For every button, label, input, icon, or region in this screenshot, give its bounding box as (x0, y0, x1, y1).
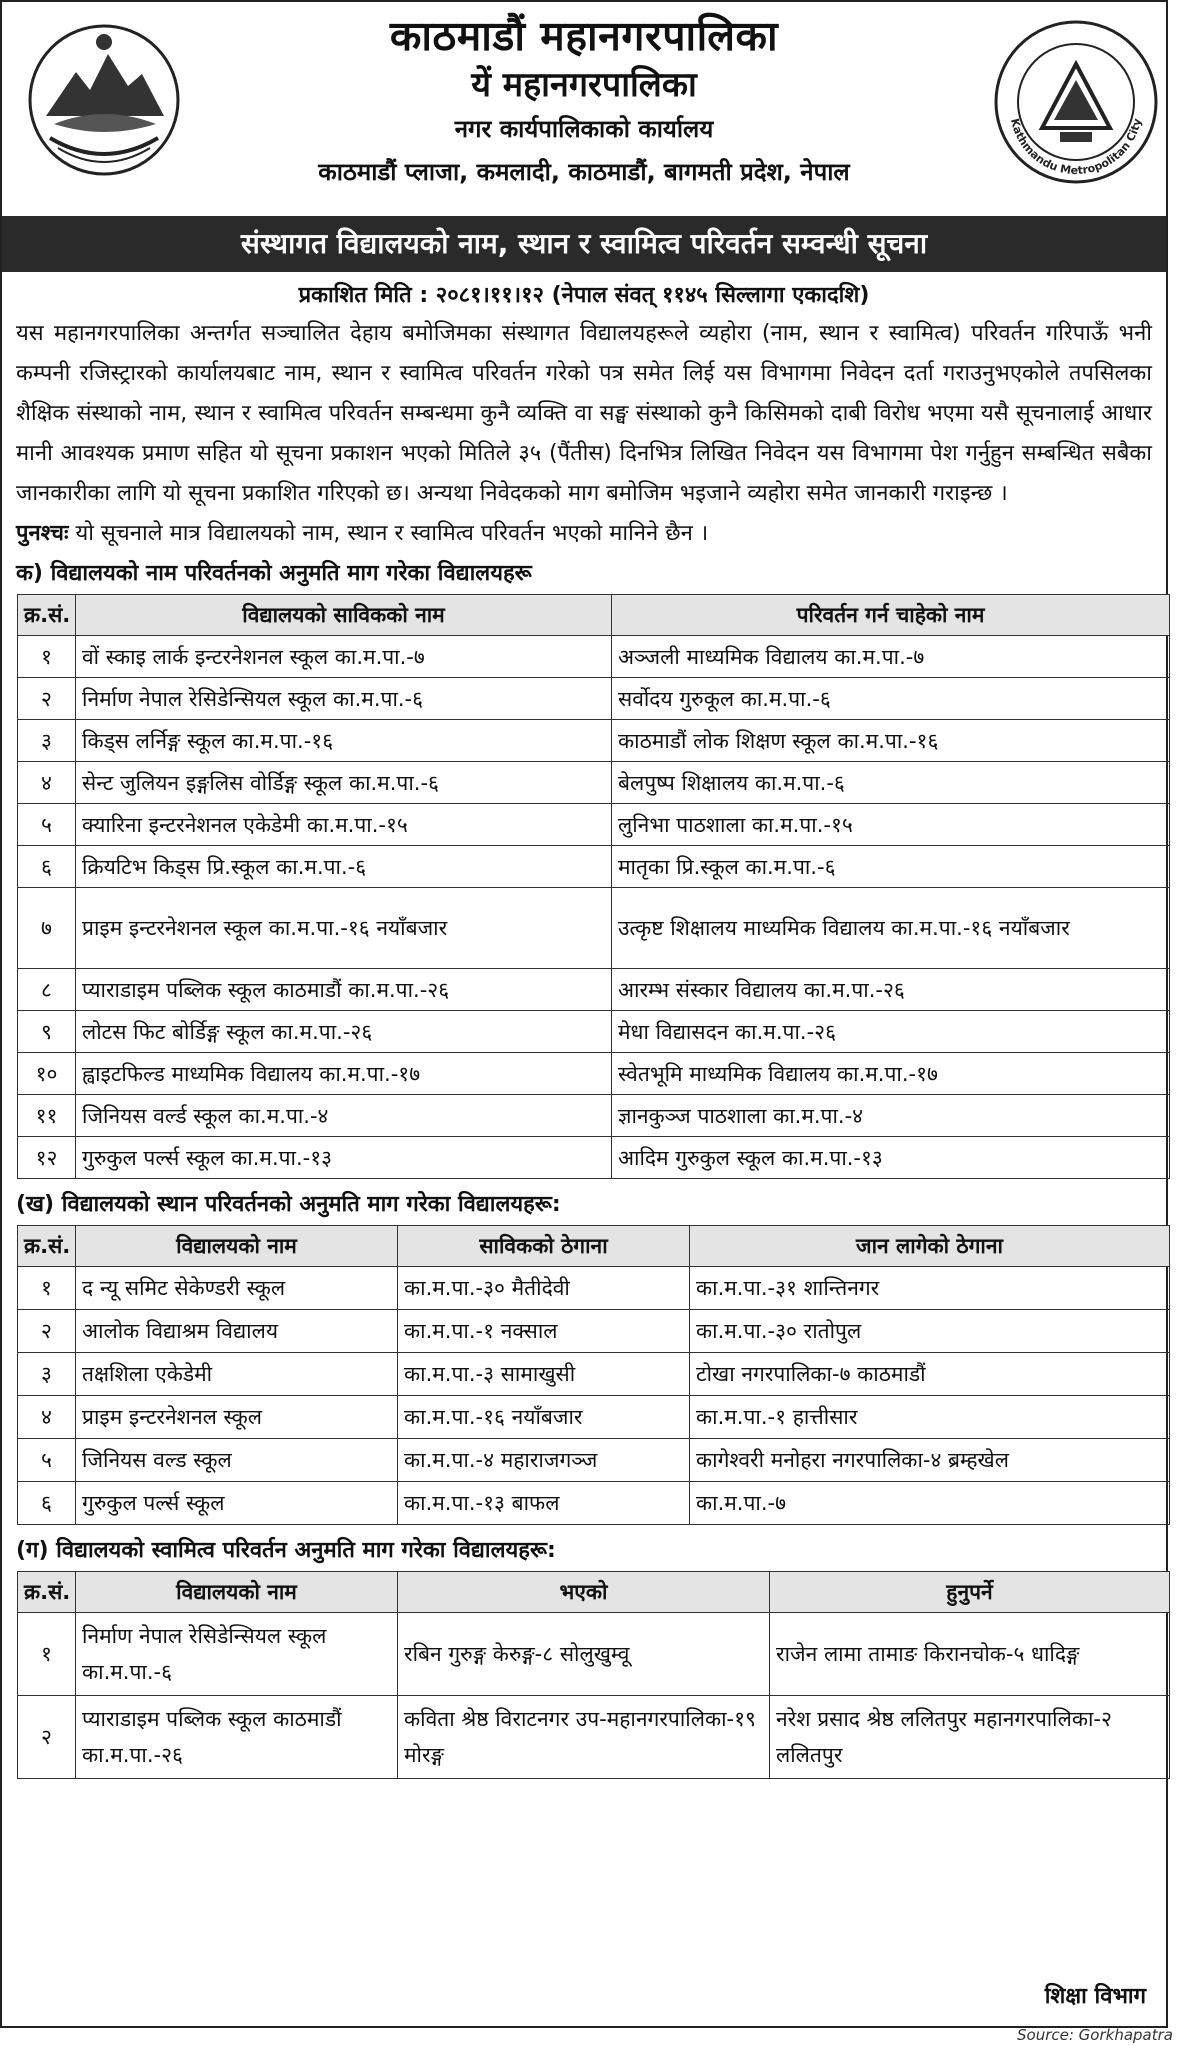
table-row (18, 1696, 1170, 1779)
serial-cell: ३ (18, 1353, 76, 1396)
table-cell: आरम्भ संस्कार विद्यालय का.म.पा.-२६ (612, 969, 1170, 1011)
section-c-title: (ग) विद्यालयको स्वामित्व परिवर्तन अनुमति माग गरेका विद्यालयहरू: (16, 1538, 556, 1563)
serial-cell: १ (18, 636, 76, 678)
nepal-emblem-icon (24, 20, 184, 180)
table-cell: काठमाडौं लोक शिक्षण स्कूल का.म.पा.-१६ (612, 720, 1170, 762)
table-cell: टोखा नगरपालिका-७ काठमाडौं (690, 1353, 1170, 1396)
table-row (18, 1482, 1170, 1525)
column-header: क्र.सं. (18, 1572, 76, 1613)
section-b-title: (ख) विद्यालयको स्थान परिवर्तनको अनुमति माग गरेका विद्यालयहरू: (16, 1192, 561, 1217)
table-row (18, 1267, 1170, 1310)
table-cell: जिनियस वर्ल्ड स्कूल का.म.पा.-४ (76, 1095, 612, 1137)
serial-cell: ४ (18, 1396, 76, 1439)
column-header: हुनुपर्ने (770, 1572, 1170, 1613)
table-header-row (18, 595, 1170, 636)
table-cell: स्वेतभूमि माध्यमिक विद्यालय का.म.पा.-१७ (612, 1053, 1170, 1095)
table-row (18, 762, 1170, 804)
location-change-table (17, 1225, 1170, 1525)
table-cell: का.म.पा.-१ नक्साल (398, 1310, 690, 1353)
table-cell: क्यारिना इन्टरनेशनल एकेडेमी का.म.पा.-१५ (76, 804, 612, 846)
serial-cell: २ (18, 1310, 76, 1353)
table-cell: ह्वाइटफिल्ड माध्यमिक विद्यालय का.म.पा.-१७ (76, 1053, 612, 1095)
serial-cell: ४ (18, 762, 76, 804)
table-cell: गुरुकुल पर्ल्स स्कूल का.म.पा.-१३ (76, 1137, 612, 1179)
table-cell: का.म.पा.-१६ नयाँबजार (398, 1396, 690, 1439)
table-header-row (18, 1572, 1170, 1613)
table-cell: रबिन गुरुङ्ग केरुङ्ग-८ सोलुखुम्वू (398, 1613, 770, 1696)
serial-cell: ८ (18, 969, 76, 1011)
kmc-seal-icon (990, 16, 1162, 188)
table-cell: मेधा विद्यासदन का.म.पा.-२६ (612, 1011, 1170, 1053)
table-cell: का.म.पा.-३ सामाखुसी (398, 1353, 690, 1396)
serial-cell: १ (18, 1613, 76, 1696)
table-row (18, 804, 1170, 846)
table-cell: सर्वोदय गुरुकूल का.म.पा.-६ (612, 678, 1170, 720)
table-row (18, 969, 1170, 1011)
column-header: क्र.सं. (18, 1226, 76, 1267)
table-cell: किड्स लर्निङ्ग स्कूल का.म.पा.-१६ (76, 720, 612, 762)
table-cell: वों स्काइ लार्क इन्टरनेशनल स्कूल का.म.पा.-७ (76, 636, 612, 678)
table-cell: का.म.पा.-३१ शान्तिनगर (690, 1267, 1170, 1310)
addendum-label: पुनश्चः (16, 521, 69, 546)
table-cell: का.म.पा.-३० रातोपुल (690, 1310, 1170, 1353)
table-cell: द न्यू समिट सेकेण्डरी स्कूल (76, 1267, 398, 1310)
table-row (18, 846, 1170, 888)
table-cell: आलोक विद्याश्रम विद्यालय (76, 1310, 398, 1353)
table-cell: प्राइम इन्टरनेशनल स्कूल (76, 1396, 398, 1439)
table-cell: कविता श्रेष्ठ विराटनगर उप-महानगरपालिका-१९ मोरङ्ग (398, 1696, 770, 1779)
serial-cell: ५ (18, 804, 76, 846)
table-cell: का.म.पा.-७ (690, 1482, 1170, 1525)
serial-cell: ७ (18, 888, 76, 969)
seal-text: Kathmandu Metropolitan City (1007, 117, 1145, 178)
serial-cell: ६ (18, 1482, 76, 1525)
table-row (18, 1353, 1170, 1396)
serial-cell: ११ (18, 1095, 76, 1137)
letterhead-text (202, 10, 966, 194)
table-cell: मातृका प्रि.स्कूल का.म.पा.-६ (612, 846, 1170, 888)
table-cell: बेलपुष्प शिक्षालय का.म.पा.-६ (612, 762, 1170, 804)
office-name: नगर कार्यपालिकाको कार्यालय (454, 115, 714, 143)
table-row (18, 1053, 1170, 1095)
table-cell: सेन्ट जुलियन इङ्गलिस वोर्डिङ्ग स्कूल का.म.पा.-६ (76, 762, 612, 804)
office-address: काठमाडौं प्लाजा, कमलादी, काठमाडौं, बागमती प्रदेश, नेपाल (318, 158, 850, 186)
org-title-nepal-bhasa: यें महानगरपालिका (471, 65, 697, 105)
column-header: साविकको ठेगाना (398, 1226, 690, 1267)
table-cell: प्याराडाइम पब्लिक स्कूल काठमाडौं का.म.पा.-२६ (76, 969, 612, 1011)
table-row (18, 1095, 1170, 1137)
serial-cell: ६ (18, 846, 76, 888)
table-row (18, 888, 1170, 969)
table-cell: क्रियटिभ किड्स प्रि.स्कूल का.म.पा.-६ (76, 846, 612, 888)
table-row (18, 1396, 1170, 1439)
table-row (18, 1613, 1170, 1696)
notice-body (16, 278, 1152, 1779)
serial-cell: २ (18, 1696, 76, 1779)
serial-cell: ९ (18, 1011, 76, 1053)
table-cell: जिनियस वल्ड स्कूल (76, 1439, 398, 1482)
column-header: विद्यालयको नाम (76, 1572, 398, 1613)
addendum (16, 514, 1152, 554)
letterhead (2, 2, 1166, 214)
section-a-title: क) विद्यालयको नाम परिवर्तनको अनुमति माग गरेका विद्यालयहरू (16, 561, 532, 586)
table-cell: गुरुकुल पर्ल्स स्कूल (76, 1482, 398, 1525)
table-row (18, 1137, 1170, 1179)
table-cell: उत्कृष्ट शिक्षालय माध्यमिक विद्यालय का.म.पा.-१६ नयाँबजार (612, 888, 1170, 969)
table-cell: प्राइम इन्टरनेशनल स्कूल का.म.पा.-१६ नयाँबजार (76, 888, 612, 969)
table-cell: तक्षशिला एकेडेमी (76, 1353, 398, 1396)
table-cell: का.म.पा.-३० मैतीदेवी (398, 1267, 690, 1310)
column-header: भएको (398, 1572, 770, 1613)
department-signoff: शिक्षा विभाग (1044, 1984, 1146, 2009)
table-cell: का.म.पा.-१ हात्तीसार (690, 1396, 1170, 1439)
column-header: विद्यालयको नाम (76, 1226, 398, 1267)
table-row (18, 678, 1170, 720)
table-row (18, 636, 1170, 678)
org-title: काठमाडौं महानगरपालिका (389, 12, 779, 60)
published-date: प्रकाशित मिति : २०८१।११।१२ (नेपाल संवत् ११४५ सिल्लागा एकादशि) (298, 283, 870, 308)
table-cell: निर्माण नेपाल रेसिडेन्सियल स्कूल का.म.पा.-६ (76, 1613, 398, 1696)
table-cell: प्याराडाइम पब्लिक स्कूल काठमाडौं का.म.पा.-२६ (76, 1696, 398, 1779)
table-header-row (18, 1226, 1170, 1267)
table-cell: राजेन लामा तामाङ किरानचोक-५ धादिङ्ग (770, 1613, 1170, 1696)
table-cell: लोटस फिट बोर्डिङ्ग स्कूल का.म.पा.-२६ (76, 1011, 612, 1053)
column-header: विद्यालयको साविकको नाम (76, 595, 612, 636)
table-row (18, 720, 1170, 762)
serial-cell: ५ (18, 1439, 76, 1482)
notice-title: संस्थागत विद्यालयको नाम, स्थान र स्वामित्व परिवर्तन सम्वन्धी सूचना (2, 216, 1166, 272)
column-header: क्र.सं. (18, 595, 76, 636)
table-cell: निर्माण नेपाल रेसिडेन्सियल स्कूल का.म.पा.-६ (76, 678, 612, 720)
serial-cell: १० (18, 1053, 76, 1095)
serial-cell: १ (18, 1267, 76, 1310)
column-header: जान लागेको ठेगाना (690, 1226, 1170, 1267)
serial-cell: १२ (18, 1137, 76, 1179)
table-cell: लुनिभा पाठशाला का.म.पा.-१५ (612, 804, 1170, 846)
table-cell: का.म.पा.-१३ बाफल (398, 1482, 690, 1525)
table-row (18, 1011, 1170, 1053)
table-cell: नरेश प्रसाद श्रेष्ठ ललितपुर महानगरपालिका-२ ललितपुर (770, 1696, 1170, 1779)
table-cell: आदिम गुरुकुल स्कूल का.म.पा.-१३ (612, 1137, 1170, 1179)
serial-cell: ३ (18, 720, 76, 762)
table-row (18, 1439, 1170, 1482)
notice-paragraph: यस महानगरपालिका अन्तर्गत सञ्चालित देहाय बमोजिमका संस्थागत विद्यालयहरूले व्यहोरा (नाम, स्थान र स्वामित्व) परिवर्तन गरिपाऊँ भनी कम्पनी रजिस्ट्रारको कार्यालयबाट नाम, स्थान र स्वामित्व परिवर्तन गरेको पत्र समेत लिई यस विभागमा निवेदन दर्ता गराउनुभएकोले तपसिलका शैक्षिक संस्थाको नाम, स्थान र स्वामित्व परिवर्तन सम्बन्धमा कुनै व्यक्ति वा सङ्घ संस्थाको कुनै किसिमको दाबी विरोध भएमा यसै सूचनालाई आधार मानी आवश्यक प्रमाण सहित यो सूचना प्रकाशन भएको मितिले ३५ (पैंतीस) दिनभित्र लिखित निवेदन यस विभागमा पेश गर्नुहुन सम्बन्धित सबैका जानकारीका लागि यो सूचना प्रकाशित गरिएको छ। अन्यथा निवेदकको माग बमोजिम भइजाने व्यहोरा समेत जानकारी गराइन्छ । (16, 321, 1152, 506)
addendum-text: यो सूचनाले मात्र विद्यालयको नाम, स्थान र स्वामित्व परिवर्तन भएको मानिने छैन । (68, 521, 709, 546)
table-cell: का.म.पा.-४ महाराजगञ्ज (398, 1439, 690, 1482)
column-header: परिवर्तन गर्न चाहेको नाम (612, 595, 1170, 636)
name-change-table (17, 594, 1170, 1179)
serial-cell: २ (18, 678, 76, 720)
table-row (18, 1310, 1170, 1353)
ownership-change-table (17, 1571, 1170, 1779)
table-cell: अञ्जली माध्यमिक विद्यालय का.म.पा.-७ (612, 636, 1170, 678)
table-cell: ज्ञानकुञ्ज पाठशाला का.म.पा.-४ (612, 1095, 1170, 1137)
source-credit: Source: Gorkhapatra (1017, 2026, 1173, 2044)
table-cell: कागेश्वरी मनोहरा नगरपालिका-४ ब्रम्हखेल (690, 1439, 1170, 1482)
